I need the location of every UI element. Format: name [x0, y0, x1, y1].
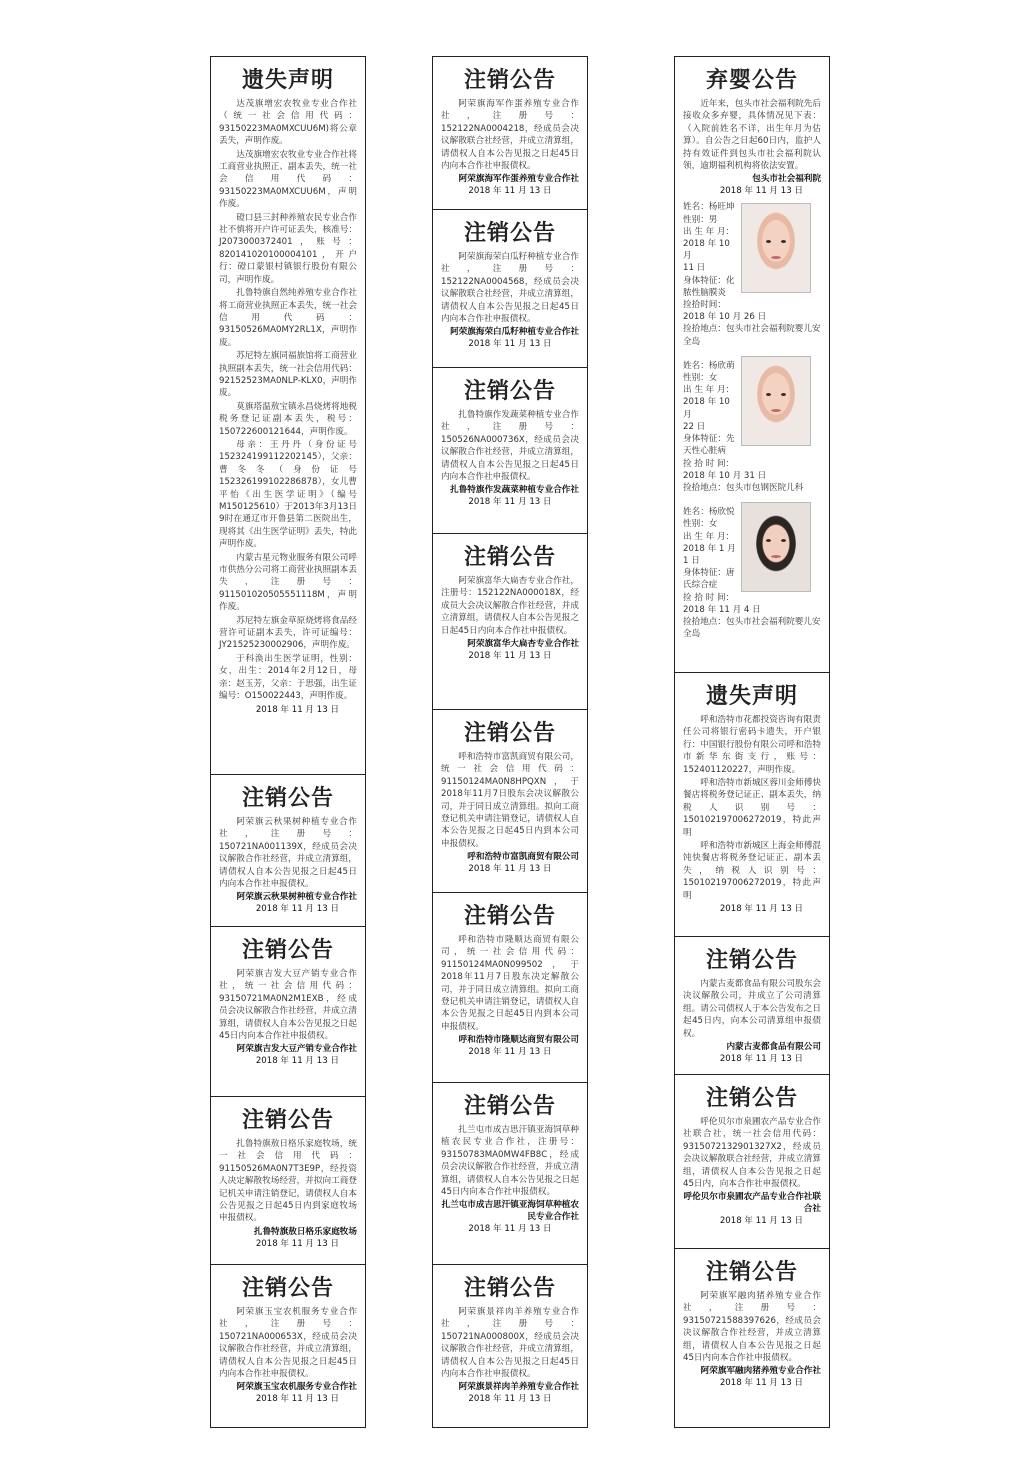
notice-paragraph: 苏尼特左旗同福旅馆将工商营业执照副本丢失，统一社会信用代码：92152523MA0NLP-KLX0，声明作废。: [219, 351, 357, 399]
notice-paragraph: 于科涣出生医学证明，性别：女，出生：2014年2月12日，母亲：赵玉芳，父亲：于思强，出生证编号：O150022443，声明作废。: [219, 653, 357, 702]
notice-date: 2018 年 11 月 13 日: [719, 186, 803, 197]
notice-org: 扎兰屯市成吉思汗镇亚海饲草种植农民专业合作社: [441, 1200, 579, 1223]
notice-cancel: [433, 1083, 587, 1265]
notice-paragraph: 阿荣旗云秋果树种植专业合作社，注册号：150721NA001139X，经成员会决议解散合作社经营，并成立清算组，请债权人自本公告见报之日起45日内向本合作社申报债权。: [219, 817, 357, 890]
notice-date: 2018 年 11 月 13 日: [468, 651, 552, 662]
notice-paragraph: 磴口县三封种养殖农民专业合作社不慎将开户许可证丢失，核准号：J2073000372401，账号：820141020100004101，开户行：磴口蒙银村镇银行股份有限公司，声明作废。: [219, 212, 357, 285]
notice-cancel: [211, 927, 365, 1097]
infant-info-line: 性别：女: [683, 519, 718, 530]
infant-record: [683, 197, 821, 347]
infant-info-line: 出 生 年 月：: [683, 385, 735, 396]
infant-info-line: 姓名：杨旺坤: [683, 202, 735, 213]
infant-info-line: 捡 拾 时 间：: [683, 458, 735, 469]
column-right: [674, 56, 830, 1428]
notice-cancel: [433, 57, 587, 210]
infant-record: [683, 356, 821, 494]
infant-info-line: 身体特征：唐: [683, 568, 735, 579]
notice-paragraph: 呼和浩特市新城区上海金师傅混饨快餐店将税务登记证正、副本丢失，纳税人识别号：150102197006272019，特此声明: [683, 841, 821, 901]
notice-date: 2018 年 11 月 13 日: [719, 1216, 803, 1227]
notice-date: 2018 年 11 月 13 日: [719, 1378, 803, 1389]
notice-date: 2018 年 11 月 13 日: [468, 186, 552, 197]
notice-paragraph: 阿荣旗吉发大豆产销专业合作社，统一社会信用代码：93150721MA0N2M1EXB，经成员会决议解散合作社经营，并成立清算组，请债权人自本公告见报之日起45日内向本合作社申报债权。: [219, 969, 357, 1042]
notice-org: 阿荣旗富华大扁杏专业合作社: [467, 639, 579, 650]
notice-title: 注销公告: [241, 786, 334, 811]
notice-abandoned-infants: [675, 57, 829, 673]
notice-date: 2018 年 11 月 13 日: [468, 1394, 552, 1405]
notice-title: 注销公告: [463, 545, 556, 570]
notice-title: 注销公告: [463, 721, 556, 746]
infant-info-line: 22 日: [683, 421, 706, 432]
notice-title: 注销公告: [463, 68, 556, 93]
notice-date: 2018 年 11 月 13 日: [255, 1238, 339, 1249]
notice-org: 呼和浩特市隆顺达商贸有限公司: [458, 1035, 579, 1046]
notice-org: 阿荣旗军融肉猪养殖专业合作社: [700, 1366, 821, 1377]
notice-title: 注销公告: [463, 221, 556, 246]
notice-cancel: [211, 1097, 365, 1265]
notice-cancel: [433, 534, 587, 710]
infant-info-line: 姓名：杨欣萌: [683, 360, 735, 371]
infant-info-line: 身体特征：先: [683, 434, 735, 445]
notice-org: 包头市社会福利院: [752, 174, 821, 185]
notice-title: 遗失声明: [241, 68, 334, 93]
infant-info-line: 出 生 年 月：: [683, 226, 735, 237]
notice-org: 呼伦贝尔市泉圃农产品专业合作社联合社: [683, 1192, 821, 1215]
notice-title: 注销公告: [463, 379, 556, 404]
notice-cancel: [433, 893, 587, 1083]
notice-paragraph: 阿荣旗富华大扁杏专业合作社，注册号：152122NA000018X，经成员大会决议解散合作社经营，并成立清算组，请债权人自本公告见报之日起45日内向本合作社申报债权。: [441, 576, 579, 636]
notice-paragraph: 呼和浩特市花都投资咨询有限责任公司将银行密码卡遗失，开户银行：中国银行股份有限公司呼和浩特市新华东街支行，账号：152401120227，声明作废。: [683, 715, 821, 775]
notice-title: 注销公告: [705, 1086, 798, 1111]
notice-paragraph: 扎鲁特旗自然纯养殖专业合作社将工商营业执照正本丢失，统一社会信用代码：93150526MA0MY2RL1X，声明作废。: [219, 288, 357, 348]
notice-cancel: [675, 1249, 829, 1427]
notice-org: 扎鲁特旗敖日格乐家庭牧场: [253, 1226, 357, 1237]
notice-title: 注销公告: [705, 1260, 798, 1285]
infant-info-line: 姓名：杨欣悦: [683, 507, 735, 518]
infant-info-line: 身体特征：化: [683, 275, 735, 286]
notice-org: 内蒙古麦都食品有限公司: [726, 1042, 821, 1053]
notice-title: 注销公告: [705, 948, 798, 973]
column-middle: [432, 56, 588, 1428]
notice-cancel: [211, 775, 365, 927]
notice-cancel: [433, 710, 587, 893]
infant-info-line: 11 日: [683, 263, 706, 274]
notice-cancel: [675, 1075, 829, 1249]
infant-info-line: 性别：男: [683, 214, 718, 225]
infant-info-line: 捡拾时间：: [683, 300, 726, 311]
notice-paragraph: 内蒙古星元物业服务有限公司呼市供热分公司将工商营业执照副本丢失，注册号：911501020505551118M，声明作废。: [219, 552, 357, 613]
notice-org: 呼和浩特市富凯商贸有限公司: [467, 852, 579, 863]
notice-cancel: [675, 937, 829, 1075]
notice-title: 注销公告: [463, 1276, 556, 1301]
notice-org: 阿荣旗海荣白瓜籽种植专业合作社: [450, 327, 579, 338]
notice-title: 弃婴公告: [705, 68, 798, 93]
infant-info-line: 2018 年 10 月: [683, 239, 730, 262]
infant-info-line: 2018 年 10 月 31 日: [683, 470, 767, 481]
notice-paragraph: 莫旗塔温敖宝镇永昌烧烤将地税税务登记证副本丢失，税号：150722600121644，声明作废。: [219, 401, 357, 437]
notice-cancel: [433, 368, 587, 534]
infant-info-line: 2018 年 1 月: [683, 543, 736, 554]
notice-date: 2018 年 11 月 13 日: [255, 1394, 339, 1405]
notice-paragraph: 呼和浩特市富凯商贸有限公司，统一社会信用代码：91150124MA0N8HPQXN，于2018年11月7日股东会决议解散公司，并于同日成立清算组。拟向工商登记机关申请注销登记，请债权人自本公告见报之日起45日内到本公司申报债权。: [441, 752, 579, 849]
notice-date: 2018 年 11 月 13 日: [468, 1224, 552, 1235]
column-left: [210, 56, 366, 1428]
notice-date: 2018 年 11 月 13 日: [719, 1054, 803, 1065]
infant-photo: [741, 356, 811, 446]
infant-info-line: 捡拾地点：包头市包钢医院儿科: [683, 482, 804, 493]
notice-title: 注销公告: [241, 1108, 334, 1133]
notice-date: 2018 年 11 月 13 日: [255, 704, 339, 715]
infant-photo: [741, 203, 811, 293]
notice-lost-2: [675, 673, 829, 937]
notice-title: 遗失声明: [705, 684, 798, 709]
notice-paragraph: 苏尼特左旗金草原烧烤将食品经营许可证副本丢失，许可证编号：JY21525230002906，声明作废。: [219, 615, 357, 651]
notice-title: 注销公告: [241, 938, 334, 963]
infant-info-line: 2018 年 11 月 4 日: [683, 604, 761, 615]
notice-paragraph: 阿荣旗景祥肉羊养殖专业合作社，注册号：150721NA000800X，经成员会决议解散合作社经营，并成立清算组，请债权人自本公告见报之日起45日内向本合作社申报债权。: [441, 1307, 579, 1380]
notice-org: 阿荣旗云秋果树种植专业合作社: [236, 892, 357, 903]
notice-paragraph: 阿荣旗军融肉猪养殖专业合作社，注册号：93150721588397626，经成员会决议解散合作社经营，并成立清算组，请债权人自本公告见报之日起45日内向本合作社申报债权。: [683, 1291, 821, 1364]
notice-date: 2018 年 11 月 13 日: [719, 904, 803, 915]
infant-info-line: 2018 年 10 月 26 日: [683, 312, 767, 323]
infant-info-line: 捡拾地点：包头市社会福利院婴儿安全岛: [683, 616, 821, 640]
notice-paragraph: 呼和浩特市新城区蓉川金师傅快餐店将税务登记证正、副本丢失，纳税人识别号：15010219700627201​9，特此声明: [683, 778, 821, 838]
infant-info-line: 捡 拾 时 间：: [683, 592, 735, 603]
notice-cancel: [433, 210, 587, 368]
notice-title: 注销公告: [463, 904, 556, 929]
notice-paragraph: 阿荣旗玉宝农机服务专业合作社，注册号：150721NA000653X，经成员会决议解散合作社经营，并成立清算组，请债权人自本公告见报之日起45日内向本合作社申报债权。: [219, 1307, 357, 1380]
notice-org: 扎鲁特旗作发蔬菜种植专业合作社: [450, 485, 579, 496]
notice-title: 注销公告: [241, 1276, 334, 1301]
notice-paragraph: 阿荣旗海荣白瓜籽种植专业合作社，注册号：152122NA0004568，经成员会决议解散联合社经营，并成立清算组，请债权人自本公告见报之日起45日内向本合作社申报债权。: [441, 252, 579, 325]
notice-paragraph: 呼和浩特市隆顺达商贸有限公司，统一社会信用代码：91150124MA0N099502，于2018年11月7日股东决定解散公司，并于同日成立清算组。拟向工商登记机关申请注销登记，请债权人自本公告见报之日起45日内到本公司申报债权。: [441, 935, 579, 1032]
notice-org: 阿荣旗吉发大豆产销专业合作社: [236, 1044, 357, 1055]
notice-date: 2018 年 11 月 13 日: [468, 1047, 552, 1058]
notice-date: 2018 年 11 月 13 日: [468, 864, 552, 875]
notice-paragraph: 母亲：王丹丹（身份证号152324199112202145），父亲：曹冬冬（身份证号152326199102286878），女儿曹平怡《出生医学证明》（编号M150125610）于2013年3月13日9时在通辽市开鲁县第二医院出生，现将其《出生医学证明》丢失，特此声明作废。: [219, 439, 357, 550]
notice-title: 注销公告: [463, 1094, 556, 1119]
infant-info-line: 1 日: [683, 555, 700, 566]
notice-org: 阿荣旗景祥肉羊养殖专业合作社: [458, 1382, 579, 1393]
notice-paragraph: 扎兰屯市成吉思汗镇亚海饲草种植农民专业合作社，注册号：93150783MA0MW4FB8C，经成员会决议解散合作社经营，并成立清算组，请债权人自本公告见报之日起45日内向本合作社申报债权。: [441, 1125, 579, 1198]
notice-org: 阿荣旗玉宝农机服务专业合作社: [236, 1382, 357, 1393]
notice-lost-1: [211, 57, 365, 775]
notice-paragraph: 扎鲁特旗敖日格乐家庭牧场，统一社会信用代码：91150526MA0N7T3E9P，经投资人决定解散牧场经营，并拟向工商登记机关申请注销登记，请债权人自本公告见报之日起45日内到家庭牧场申报债权。: [219, 1139, 357, 1224]
notice-cancel: [433, 1265, 587, 1427]
infant-info-line: 捡拾地点：包头市社会福利院婴儿安全岛: [683, 324, 821, 347]
notice-cancel: [211, 1265, 365, 1425]
infant-record: [683, 502, 821, 640]
notice-paragraph: 内蒙古麦都食品有限公司股东会决议解散公司，并成立了公司清算组。请公司债权人于本公告发布之日起45日内，向本公司清算组申报债权。: [683, 979, 821, 1039]
notice-paragraph: 扎鲁特旗作发蔬菜种植专业合作社，注册号：150526NA000736X，经成员会决议解散合作社经营，并成立清算组，请债权人自本公告见报之日起45日内向本合作社申报债权。: [441, 410, 579, 483]
notice-paragraph: 近年来，包头市社会福利院先后接收众多弃婴，具体情况见下表：（入院前姓名不详，出生年月为估算）。自公告之日起60日内，监护人持有效证件到包头市社会福利院认领，逾期福利机构将依法安置。: [683, 99, 821, 172]
notice-date: 2018 年 11 月 13 日: [255, 1056, 339, 1067]
infant-info-line: 性别：女: [683, 373, 718, 384]
notice-date: 2018 年 11 月 13 日: [468, 339, 552, 350]
infant-info-line: 2018 年 10 月: [683, 397, 730, 420]
notice-paragraph: 呼伦贝尔市泉圃农产品专业合作社联合社，统一社会信用代码：93150721329013​27X2，经成员会决议解散联合社经营，并成立清算组，请债权人自本公告见报之日起45日内，向本合作社申报债权。: [683, 1117, 821, 1190]
infant-info-line: 氏综合症: [683, 580, 718, 591]
notice-paragraph: 阿荣旗海军作蛋养殖专业合作社，注册号：152122NA0004218，经成员会决议解散联合社经营，并成立清算组，请债权人自本公告见报之日起45日内向本合作社申报债权。: [441, 99, 579, 172]
infant-info-line: 脓性脑膜炎: [683, 287, 726, 298]
infant-info-line: 出 生 年 月：: [683, 531, 735, 542]
infant-info-line: 天性心脏病: [683, 446, 726, 457]
notice-paragraph: 达茂旗增宏农牧业专业合作社（统一社会信用代码：93150223MA0MXCUU6M)将公章丢失，声明作废。: [219, 99, 357, 147]
notice-date: 2018 年 11 月 13 日: [468, 497, 552, 508]
notice-paragraph: 达茂旗增宏农牧业专业合作社将工商营业执照正、副本丢失，统一社会信用代码：93150223MA0MXCUU6M，声明作废。: [219, 149, 357, 210]
notice-org: 阿荣旗海军作蛋养殖专业合作社: [458, 174, 579, 185]
infant-photo: [741, 502, 811, 592]
notice-date: 2018 年 11 月 13 日: [255, 904, 339, 915]
